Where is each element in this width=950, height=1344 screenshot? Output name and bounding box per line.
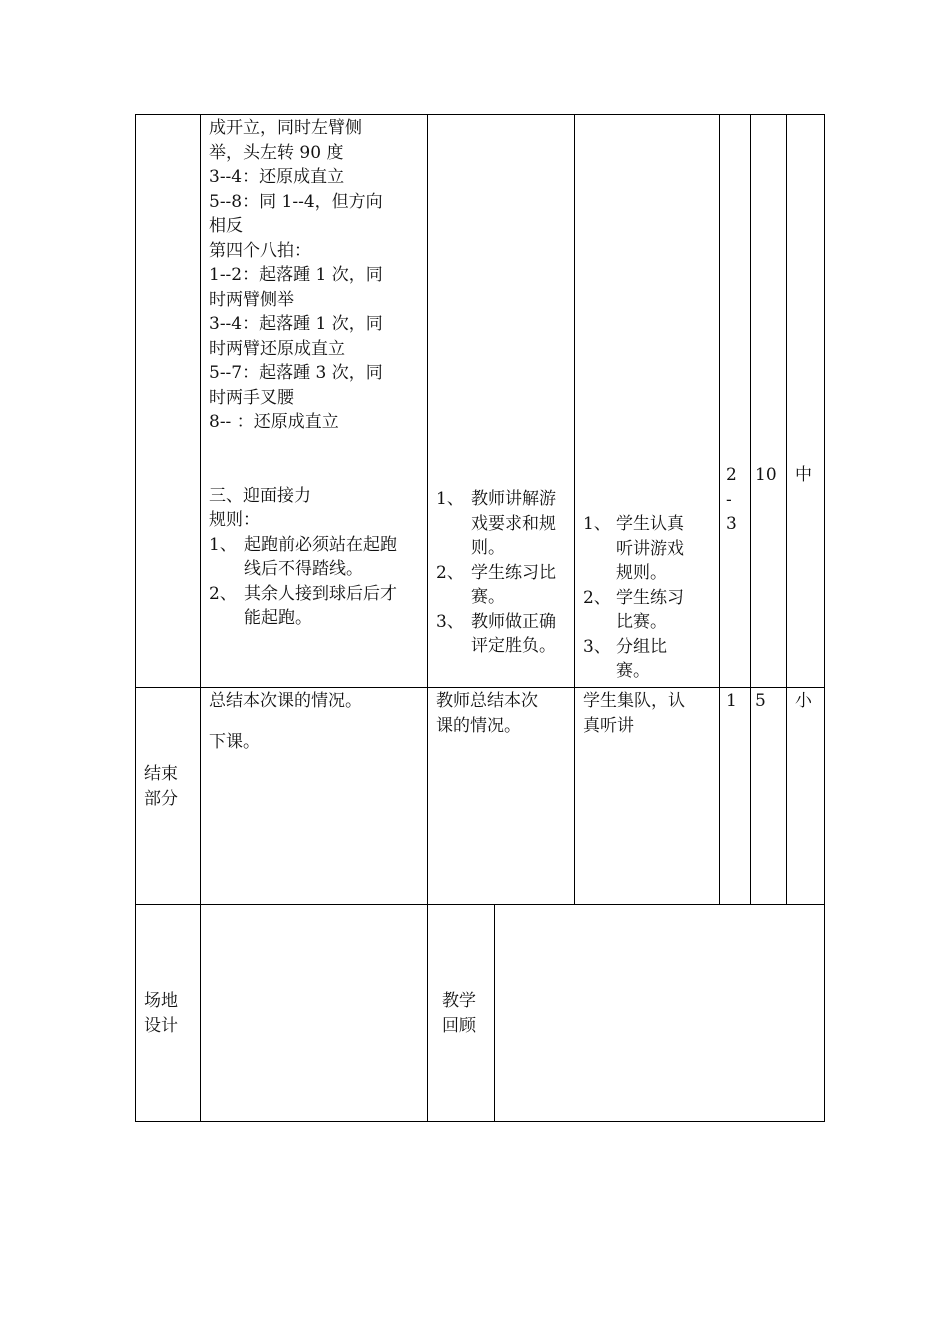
student-item-line: 比赛。 — [616, 612, 667, 632]
duration-cell — [751, 688, 787, 905]
teacher-item-line: 戏要求和规 — [471, 513, 556, 534]
times-cell — [720, 688, 751, 905]
rule-item — [209, 582, 421, 631]
section-label: 部分 — [144, 788, 178, 809]
game-title: 三、迎面接力 — [209, 485, 311, 506]
rules-label: 规则： — [209, 510, 260, 530]
student-item-line: 分组比 — [616, 636, 667, 657]
content-line: 时两臂还原成直立 — [209, 338, 345, 359]
review-label: 教学 — [442, 991, 476, 1011]
content-line: 相反 — [209, 216, 243, 236]
intensity-value: 小 — [795, 691, 812, 711]
section-cell — [136, 688, 201, 905]
student-item-line: 学生认真 — [616, 514, 684, 534]
student-item-number: 1、 — [583, 514, 611, 534]
rule-line: 线后不得踏线。 — [244, 559, 363, 579]
student-item — [583, 586, 713, 635]
student-activity-cell — [575, 688, 720, 905]
section-cell — [136, 905, 201, 1122]
rule-line: 其余人接到球后后才 — [244, 583, 397, 604]
content-line: 第四个八拍： — [209, 240, 311, 261]
rule-item — [209, 533, 421, 582]
intensity-cell — [787, 688, 825, 905]
content-line: 1--2：起落踵 1 次，同 — [209, 265, 383, 285]
student-item — [583, 512, 713, 586]
student-item-number: 2、 — [583, 587, 611, 608]
section-label: 场地 — [144, 991, 178, 1011]
teacher-item-line: 学生练习比 — [471, 562, 556, 583]
review-label-cell — [428, 905, 495, 1122]
venue-design-cell — [201, 905, 428, 1122]
content-line: 5--8：同 1--4，但方向 — [209, 191, 383, 212]
content-line: 5--7：起落踵 3 次，同 — [209, 363, 383, 383]
times-value: 1 — [726, 691, 737, 711]
student-item-line: 赛。 — [616, 661, 650, 681]
teacher-item-line: 教师讲解游 — [471, 489, 556, 509]
teacher-item-number: 3、 — [436, 611, 464, 632]
section-label: 设计 — [144, 1015, 178, 1036]
section-label: 结束 — [144, 764, 178, 784]
table-row — [136, 688, 825, 905]
teacher-item-line: 教师做正确 — [471, 611, 556, 632]
content-line: 时两手叉腰 — [209, 387, 294, 408]
student-item-number: 3、 — [583, 636, 611, 657]
content-line: 3--4：起落踵 1 次，同 — [209, 314, 383, 334]
lesson-plan-table — [135, 114, 825, 1122]
student-activity-cell — [575, 115, 720, 688]
duration-value: 10 — [755, 465, 777, 485]
times-value: 2 — [726, 465, 737, 485]
duration-value: 5 — [755, 691, 766, 711]
teacher-item — [436, 487, 568, 561]
review-content-cell — [495, 905, 825, 1122]
teacher-line: 课的情况。 — [436, 715, 521, 736]
teacher-activity-cell — [428, 688, 575, 905]
content-cell — [201, 688, 428, 905]
times-cell — [720, 115, 751, 688]
times-value: - — [726, 489, 732, 510]
student-line: 学生集队，认 — [583, 691, 685, 711]
table-row — [136, 115, 825, 688]
student-item-line: 学生练习 — [616, 587, 684, 608]
content-cell — [201, 115, 428, 688]
content-line: 3--4：还原成直立 — [209, 167, 345, 187]
table-row — [136, 905, 825, 1122]
teacher-item — [436, 561, 568, 610]
review-label: 回顾 — [442, 1015, 476, 1036]
duration-cell — [751, 115, 787, 688]
content-line: 下课。 — [209, 731, 260, 752]
rule-line: 能起跑。 — [244, 608, 312, 628]
rule-number: 2、 — [209, 583, 237, 604]
teacher-line: 教师总结本次 — [436, 691, 538, 711]
teacher-activity-cell — [428, 115, 575, 688]
rule-line: 起跑前必须站在起跑 — [244, 534, 397, 555]
teacher-item-number: 2、 — [436, 562, 464, 583]
teacher-item-line: 评定胜负。 — [471, 636, 556, 656]
content-line: 总结本次课的情况。 — [209, 691, 362, 711]
section-cell — [136, 115, 201, 688]
student-item-line: 听讲游戏 — [616, 538, 684, 559]
content-line: 成开立，同时左臂侧 — [209, 118, 362, 138]
intensity-value: 中 — [795, 465, 812, 485]
teacher-item — [436, 610, 568, 659]
student-line: 真听讲 — [583, 715, 634, 736]
content-line: 8-- ：还原成直立 — [209, 412, 339, 432]
teacher-item-number: 1、 — [436, 489, 464, 509]
teacher-item-line: 赛。 — [471, 587, 505, 607]
teacher-item-line: 则。 — [471, 538, 505, 558]
rule-number: 1、 — [209, 534, 237, 555]
content-line: 时两臂侧举 — [209, 289, 294, 310]
student-item — [583, 635, 713, 684]
content-line: 举，头左转 90 度 — [209, 142, 344, 163]
intensity-cell — [787, 115, 825, 688]
times-value: 3 — [726, 514, 737, 534]
student-item-line: 规则。 — [616, 563, 667, 583]
